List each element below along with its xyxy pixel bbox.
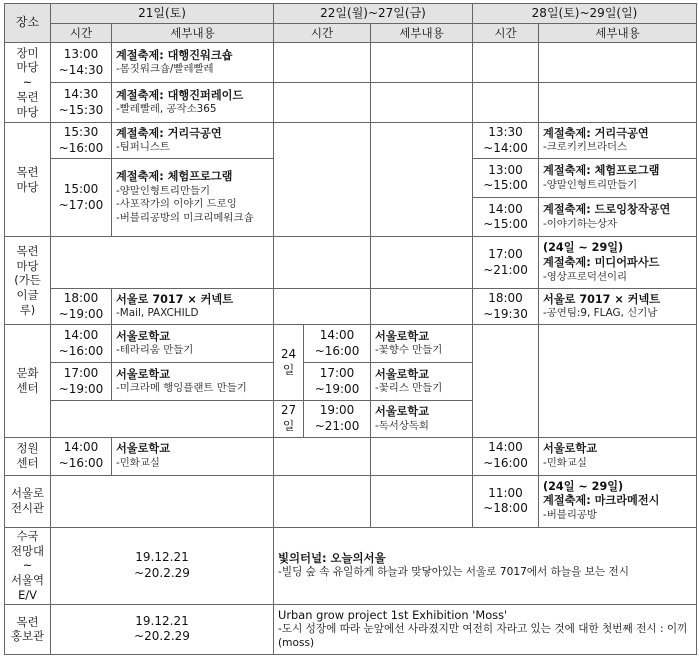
time-cell — [51, 159, 112, 237]
detail-cell — [371, 325, 473, 363]
event-sub: -꽃향수 만들기 — [375, 344, 443, 357]
detail-cell — [112, 123, 274, 159]
time-start: 17:00 — [319, 366, 355, 381]
place-line: 장미 — [16, 45, 39, 60]
table-row — [5, 437, 697, 475]
time-end: ~19:00 — [58, 306, 104, 321]
header-time-week: 시간 — [274, 24, 371, 43]
place-garden-center — [5, 437, 51, 475]
detail-cell — [539, 159, 697, 198]
time-cell — [51, 43, 112, 83]
event-sub: -꽃리스 만들기 — [375, 382, 443, 395]
event-sub: -독서상독회 — [375, 419, 429, 432]
event-sub: -빨레빨레, 공작소365 — [116, 103, 217, 116]
time-end: ~21:00 — [483, 262, 528, 277]
place-line: 전망대 — [10, 543, 44, 558]
time-end: ~19:30 — [483, 306, 528, 321]
header-col-week: 22일(월)~27일(금) — [274, 4, 473, 24]
place-seoullo-hall — [5, 475, 51, 527]
exhibition-detail — [274, 604, 697, 654]
time-end: ~19:00 — [314, 381, 360, 396]
event-title: 계절축제: 거리극공연 — [543, 126, 649, 140]
schedule-table — [4, 3, 697, 655]
event-title: 계절축제: 드로잉창작공연 — [543, 203, 671, 217]
exhibition-desc: -도시 성장에 따라 눈앞에선 사라졌지만 여전히 자라고 있는 것에 대한 첫번째 전시 : 이끼(moss) — [278, 623, 688, 649]
header-col-weekend: 28일(토)~29일(일) — [473, 4, 697, 24]
period-start: 19.12.21 — [135, 550, 189, 565]
time-start: 11:00 — [488, 485, 523, 500]
time-start: 15:00 — [63, 182, 99, 197]
event-title: 서울로학교 — [116, 367, 171, 381]
event-title: 계절축제: 마크라메전시 — [543, 494, 660, 508]
detail-cell — [539, 123, 697, 159]
table-row — [5, 475, 697, 527]
place-line: 목련 — [16, 243, 39, 258]
time-start: 13:00 — [63, 46, 99, 61]
event-period-note: (24일 ~ 29일) — [543, 479, 624, 493]
day-number: 27 — [280, 403, 297, 418]
table-row — [5, 604, 697, 654]
event-title: 서울로학교 — [375, 329, 430, 343]
detail-cell — [371, 401, 473, 437]
header-col-sat21: 21일(토) — [51, 4, 274, 24]
time-cell — [473, 198, 539, 237]
table-row — [5, 527, 697, 604]
exhibition-detail — [274, 527, 697, 604]
table-row — [5, 123, 697, 159]
empty-cell — [473, 325, 539, 437]
time-start: 13:00 — [488, 162, 523, 177]
event-sub: -공연팀:9, FLAG, 신기남 — [543, 307, 658, 320]
event-title: 서울로학교 — [375, 367, 430, 381]
event-sub: -사포작가의 이야기 드로잉 — [116, 198, 237, 211]
place-line: 센터 — [16, 456, 39, 471]
time-start: 14:00 — [63, 328, 99, 343]
time-start: 14:00 — [319, 328, 355, 343]
place-line: ~ — [22, 558, 33, 573]
place-rose-yard — [5, 43, 51, 123]
header-time-sat: 시간 — [51, 24, 112, 43]
place-line: 마당 — [16, 104, 39, 119]
event-sub: -Mail, PAXCHILD — [116, 307, 199, 320]
time-cell — [473, 475, 539, 527]
time-cell — [51, 289, 112, 325]
event-title: 서울로학교 — [116, 442, 171, 455]
place-line: 홍보관 — [10, 629, 44, 644]
detail-cell — [112, 159, 274, 237]
time-start: 17:00 — [63, 366, 99, 381]
time-end: ~17:00 — [58, 197, 104, 212]
time-cell — [304, 363, 371, 401]
time-start: 15:30 — [63, 125, 99, 140]
empty-cell — [371, 83, 473, 123]
time-cell — [473, 159, 539, 198]
event-title: 계절축제: 체험프로그램 — [543, 164, 660, 178]
event-title: 서울로학교 — [375, 404, 430, 418]
header-row-dates — [5, 4, 697, 24]
time-cell — [51, 325, 112, 363]
event-period-note: (24일 ~ 29일) — [543, 241, 624, 255]
table-row — [5, 237, 697, 289]
table-row — [5, 289, 697, 325]
empty-cell — [371, 237, 473, 289]
place-line: 목련 — [16, 89, 39, 104]
header-row-labels — [5, 24, 697, 43]
time-start: 17:00 — [488, 247, 523, 262]
exhibition-title: 빛의터널: 오늘의서울 — [278, 551, 386, 566]
event-sub: -몸짓워크숍/빨레빨레 — [116, 63, 214, 76]
empty-cell — [371, 437, 473, 475]
period-start: 19.12.21 — [135, 613, 189, 628]
empty-cell — [539, 83, 697, 123]
place-line: 마당 — [16, 258, 39, 273]
time-start: 18:00 — [488, 291, 523, 306]
day-label-24 — [274, 325, 304, 401]
time-start: 14:00 — [488, 440, 523, 455]
time-end: ~15:00 — [483, 217, 528, 232]
event-sub: -영상프로덕션이리 — [543, 270, 628, 283]
place-line: 목련 — [16, 614, 39, 629]
time-end: ~16:00 — [58, 343, 104, 358]
detail-cell — [112, 43, 274, 83]
exhibition-period — [51, 604, 274, 654]
table-row — [5, 43, 697, 83]
event-title: 서울로 7017 × 커넥트 — [116, 292, 234, 306]
place-line: 마당 — [16, 60, 39, 75]
time-cell — [473, 123, 539, 159]
place-line: 목련 — [16, 164, 39, 179]
detail-cell — [112, 437, 274, 475]
time-end: ~21:00 — [314, 418, 360, 433]
exhibition-desc: -빌딩 숲 속 유일하게 하늘과 맞닿아있는 서울로 7017에서 하늘을 보는 전시 — [278, 566, 630, 579]
place-line: 루) — [19, 303, 36, 318]
place-line: ~ — [22, 75, 33, 90]
event-sub: -버블리공방의 미크리메워크숍 — [116, 211, 254, 224]
time-start: 18:00 — [63, 291, 99, 306]
empty-cell — [539, 325, 697, 437]
event-sub: -민화교실 — [543, 456, 587, 469]
event-title: 서울로학교 — [116, 329, 171, 343]
empty-cell — [371, 289, 473, 325]
time-cell — [304, 401, 371, 437]
place-magnolia-yard — [5, 123, 51, 237]
empty-cell — [274, 237, 371, 289]
detail-cell — [539, 237, 697, 289]
place-line: 서울역 — [10, 573, 44, 588]
day-suffix: 일 — [282, 362, 295, 377]
empty-cell — [371, 475, 473, 527]
place-line: 전시관 — [10, 501, 44, 516]
time-cell — [51, 363, 112, 401]
header-detail-sat: 세부내용 — [112, 24, 274, 43]
time-cell — [51, 83, 112, 123]
empty-cell — [539, 43, 697, 83]
event-sub: -양말인형트리만들기 — [543, 178, 638, 191]
detail-cell — [539, 437, 697, 475]
event-title: 계절축제: 거리극공연 — [116, 126, 222, 140]
time-end: ~16:00 — [483, 456, 528, 471]
time-start: 14:00 — [488, 201, 523, 216]
detail-cell — [539, 289, 697, 325]
place-line: 수국 — [16, 528, 39, 543]
time-end: ~15:00 — [483, 178, 528, 193]
empty-cell — [274, 289, 371, 325]
exhibition-title: Urban grow project 1st Exhibition 'Moss' — [278, 608, 508, 623]
event-title: 서울로학교 — [543, 442, 598, 455]
time-start: 13:30 — [488, 125, 523, 140]
event-sub: -미크라메 행잉플랜트 만들기 — [116, 382, 247, 395]
empty-cell — [51, 475, 274, 527]
time-end: ~14:30 — [58, 62, 104, 77]
time-start: 19:00 — [319, 403, 355, 418]
empty-cell — [473, 43, 539, 83]
time-cell — [473, 437, 539, 475]
empty-cell — [473, 83, 539, 123]
place-line: 센터 — [16, 380, 39, 395]
time-end: ~16:00 — [314, 343, 360, 358]
time-start: 14:00 — [63, 440, 99, 455]
empty-cell — [51, 237, 274, 289]
time-end: ~16:00 — [58, 456, 104, 471]
place-line: (가든 — [14, 273, 41, 288]
header-time-weekend: 시간 — [473, 24, 539, 43]
period-end: ~20.2.29 — [134, 629, 190, 644]
time-cell — [473, 289, 539, 325]
header-detail-weekend: 세부내용 — [539, 24, 697, 43]
place-line: E/V — [18, 587, 37, 602]
event-title: 계절축제: 대행진워크숍 — [116, 48, 233, 62]
event-sub: -이야기하는상자 — [543, 217, 618, 230]
event-sub: -버블리공방 — [543, 508, 597, 521]
place-magnolia-house — [5, 604, 51, 654]
event-sub: -민화교실 — [116, 456, 160, 469]
time-start: 14:30 — [63, 87, 99, 101]
time-cell — [473, 237, 539, 289]
place-line: 서울로 — [10, 486, 44, 501]
table-row — [5, 325, 697, 363]
place-culture-center — [5, 325, 51, 437]
event-title: 계절축제: 미디어파사드 — [543, 256, 660, 270]
place-line: 정원 — [16, 441, 39, 456]
empty-cell — [371, 123, 473, 237]
exhibition-period — [51, 527, 274, 604]
header-place: 장소 — [5, 4, 51, 43]
day-suffix: 일 — [282, 418, 295, 433]
empty-cell — [274, 123, 371, 237]
event-title: 계절축제: 대행진퍼레이드 — [116, 88, 244, 102]
detail-cell — [112, 325, 274, 363]
event-title: 서울로 7017 × 커넥트 — [543, 292, 661, 306]
time-cell — [304, 325, 371, 363]
empty-cell — [274, 43, 371, 83]
time-end: ~18:00 — [483, 501, 528, 516]
empty-cell — [51, 401, 274, 437]
detail-cell — [539, 198, 697, 237]
empty-cell — [371, 43, 473, 83]
event-sub: -양말인형트리만들기 — [116, 184, 211, 197]
empty-cell — [274, 475, 371, 527]
time-cell — [51, 123, 112, 159]
empty-cell — [274, 83, 371, 123]
place-line: 이글 — [16, 288, 39, 303]
detail-cell — [112, 83, 274, 123]
detail-cell — [539, 475, 697, 527]
detail-cell — [371, 363, 473, 401]
time-end: ~14:00 — [483, 140, 528, 155]
empty-cell — [274, 437, 371, 475]
header-detail-week: 세부내용 — [371, 24, 473, 43]
time-end: ~16:00 — [58, 140, 104, 155]
place-magnolia-garden — [5, 237, 51, 325]
event-sub: -테라리움 만들기 — [116, 344, 194, 357]
event-title: 계절축제: 체험프로그램 — [116, 170, 233, 184]
place-suguk — [5, 527, 51, 604]
detail-cell — [112, 363, 274, 401]
day-label-27 — [274, 401, 304, 437]
event-sub: -팀퍼니스트 — [116, 141, 170, 154]
table-row — [5, 83, 697, 123]
event-sub: -크로키키브라더스 — [543, 141, 628, 154]
time-cell — [51, 437, 112, 475]
detail-cell — [112, 289, 274, 325]
day-number: 24 — [280, 347, 297, 362]
place-line: 마당 — [16, 179, 39, 194]
time-end: ~19:00 — [58, 381, 104, 396]
place-line: 문화 — [16, 366, 39, 381]
period-end: ~20.2.29 — [134, 565, 190, 580]
time-end: ~15:30 — [58, 102, 104, 117]
